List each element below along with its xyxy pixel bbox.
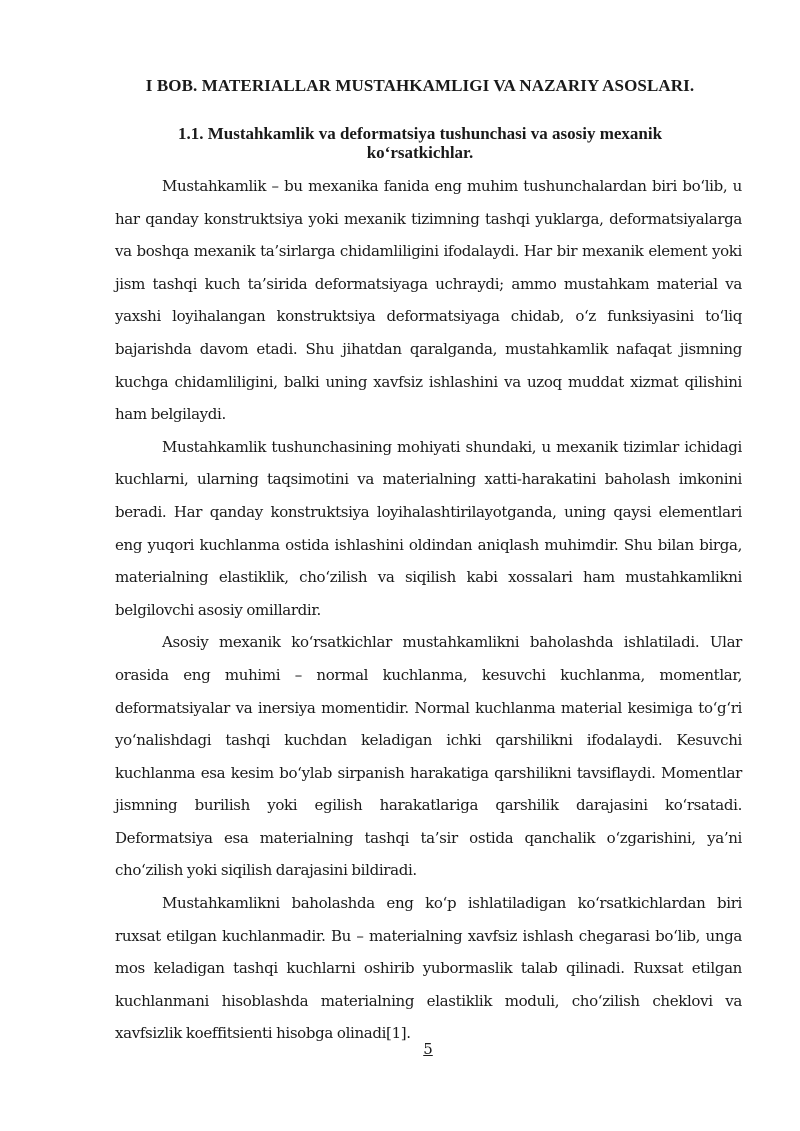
chapter-title: I BOB. MATERIALLAR MUSTAHKAMLIGI VA NAZARIY ASOSLARI. [145,76,695,95]
paragraph: Asosiy mexanik ko‘rsatkichlar mustahkamlikni baholashda ishlatiladi. Ular orasida eng muhimi – normal kuchlanma, kesuvchi kuchlanma, momentlar, deformatsiyalar va inersiya momentidir. Normal kuchlanma material kesimiga to‘g‘ri yo‘nalishdagi tashqi kuchdan keladigan ichki qarshilikni ifodalaydi. Kesuvchi kuchlanma esa kesim bo‘ylab sirpanish harakatiga qarshilikni tavsiflaydi. Momentlar jismning burilish yoki egilish harakatlariga qarshilik darajasini ko‘rsatadi. Deformatsiya esa materialning tashqi ta’sir ostida qanchalik o‘zgarishini, ya’ni cho‘zilish yoki siqilish darajasini bildiradi. [115,633,742,880]
paragraph: Mustahkamlik tushunchasining mohiyati shundaki, u mexanik tizimlar ichidagi kuchlarni, ularning taqsimotini va materialning xatti-harakatini baholash imkonini beradi. Har qanday konstruktsiya loyihalashtirilayotganda, uning qaysi elementlari eng yuqori kuchlanma ostida ishlashini oldindan aniqlash muhimdir. Shu bilan birga, materialning elastiklik, cho‘zilish va siqilish kabi xossalari ham mustahkamlikni belgilovchi asosiy omillardir. [115,437,742,619]
section-title: 1.1. Mustahkamlik va deformatsiya tushunchasi va asosiy mexanik ko‘rsatkichlar. [177,124,663,162]
paragraph: Mustahkamlikni baholashda eng ko‘p ishlatiladigan ko‘rsatkichlardan biri ruxsat etilgan kuchlanmadir. Bu – materialning xavfsiz ishlash chegarasi bo‘lib, unga mos keladigan tashqi kuchlarni oshirib yubormaslik talab qilinadi. Ruxsat etilgan kuchlanmani hisoblashda materialning elastiklik moduli, cho‘zilish cheklovi va xavfsizlik koeffitsienti hisobga olinadi[1]. [115,894,742,1043]
page-number: 5 [423,1040,433,1058]
body-text [115,170,742,1050]
paragraph: Mustahkamlik – bu mexanika fanida eng muhim tushunchalardan biri bo‘lib, u har qanday konstruktsiya yoki mexanik tizimning tashqi yuklarga, deformatsiyalarga va boshqa mexanik ta’sirlarga chidamliligini ifodalaydi. Har bir mexanik element yoki jism tashqi kuch ta’sirida deformatsiyaga uchraydi; ammo mustahkam material va yaxshi loyihalangan konstruktsiya deformatsiyaga chidab, o‘z funksiyasini to‘liq bajarishda davom etadi. Shu jihatdan qaralganda, mustahkamlik nafaqat jismning kuchga chidamliligini, balki uning xavfsiz ishlashini va uzoq muddat xizmat qilishini ham belgilaydi. [115,177,742,424]
